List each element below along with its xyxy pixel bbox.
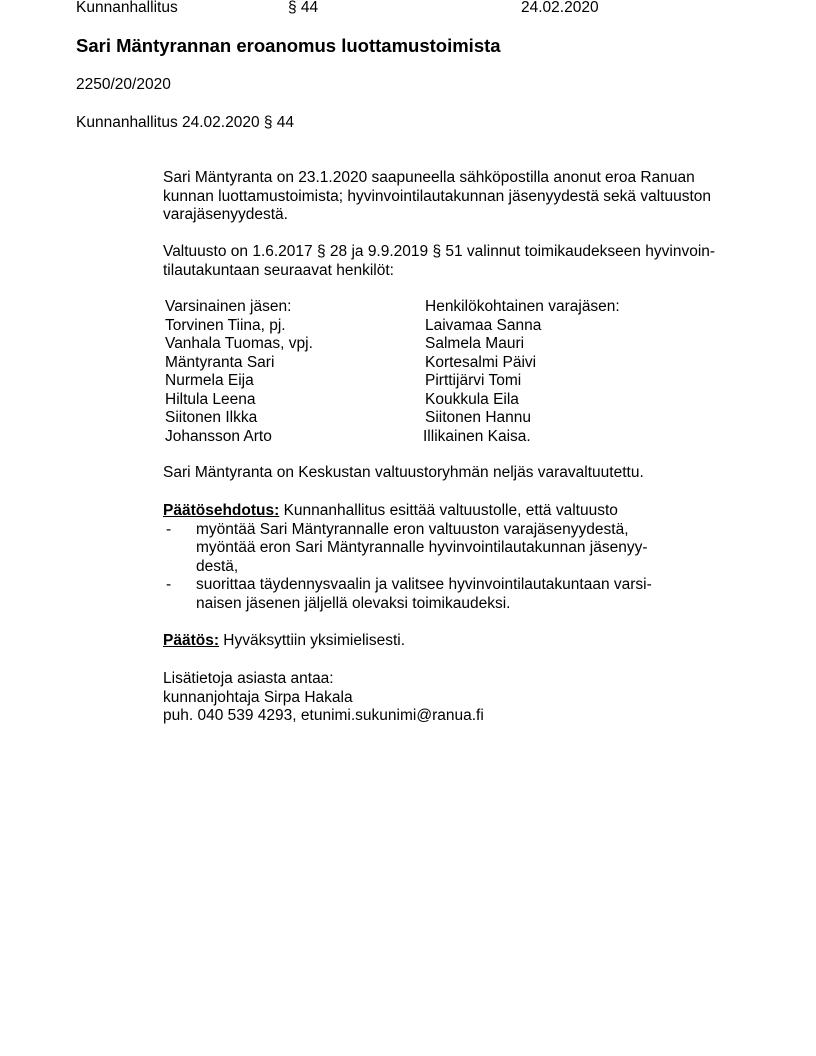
member-name: Mäntyranta Sari — [165, 353, 275, 371]
contact-heading: Lisätietoja asiasta antaa: — [163, 670, 334, 687]
header-body: Kunnanhallitus — [76, 0, 178, 16]
deputy-name: Koukkula Eila — [425, 390, 519, 408]
column-header-deputy: Henkilökohtainen varajäsen: — [425, 298, 620, 315]
table-row — [165, 354, 620, 373]
decision-text: Hyväksyttiin yksimielisesti. — [219, 632, 406, 649]
paragraph-deputy-status: Sari Mäntyranta on Keskustan valtuustoryhmän neljäs varavaltuutettu. — [163, 464, 644, 481]
member-name: Siitonen Ilkka — [165, 409, 258, 426]
member-name: Hiltula Leena — [165, 390, 256, 408]
proposal-section — [163, 502, 652, 613]
member-name: Vanhala Tuomas, vpj. — [165, 335, 313, 352]
header-section: § 44 — [288, 0, 319, 16]
deputy-name: Salmela Mauri — [425, 335, 525, 352]
document-title: Sari Mäntyrannan eroanomus luottamustoimista — [76, 35, 501, 56]
list-item — [163, 521, 652, 577]
list-item — [163, 576, 652, 613]
text-line: kunnan luottamustoimista; hyvinvointilautakunnan jäsenyydestä sekä valtuuston — [163, 187, 711, 205]
text-line: tilautakuntaan seuraavat henkilöt: — [163, 261, 394, 279]
decision-section — [163, 632, 405, 651]
record-number: 2250/20/2020 — [76, 76, 171, 93]
column-header-member: Varsinainen jäsen: — [165, 298, 292, 315]
list-text-line: destä, — [196, 557, 239, 575]
paragraph-resignation — [163, 169, 711, 225]
table-header — [165, 298, 620, 317]
proposal-label: Päätösehdotus: — [163, 502, 280, 519]
table-row — [165, 391, 620, 410]
table-row — [165, 372, 620, 391]
list-dash: - — [166, 520, 172, 538]
member-name: Nurmela Eija — [165, 372, 254, 389]
contact-info — [163, 670, 484, 726]
contact-details: puh. 040 539 4293, etunimi.sukunimi@ranua.fi — [163, 707, 484, 724]
text-line: varajäsenyydestä. — [163, 206, 288, 223]
table-row — [165, 335, 620, 354]
deputy-name: Illikainen Kaisa. — [423, 427, 531, 445]
contact-person: kunnanjohtaja Sirpa Hakala — [163, 688, 353, 706]
decision-label: Päätös: — [163, 632, 219, 649]
member-name: Johansson Arto — [165, 427, 272, 445]
text-line: Sari Mäntyranta on 23.1.2020 saapuneella sähköpostilla anonut eroa Ranuan — [163, 169, 695, 186]
table-row — [165, 409, 620, 428]
deputy-name: Laivamaa Sanna — [425, 316, 542, 334]
table-row — [165, 428, 620, 447]
deputy-name: Pirttijärvi Tomi — [425, 372, 522, 389]
members-table — [165, 298, 620, 446]
paragraph-election — [163, 243, 715, 280]
deputy-name: Siitonen Hannu — [425, 409, 531, 426]
header-date: 24.02.2020 — [521, 0, 599, 16]
member-name: Torvinen Tiina, pj. — [165, 316, 286, 334]
list-dash: - — [166, 576, 172, 593]
deputy-name: Kortesalmi Päivi — [425, 353, 537, 371]
list-text-line: naisen jäsenen jäljellä olevaksi toimikaudeksi. — [196, 594, 511, 612]
text-line: Valtuusto on 1.6.2017 § 28 ja 9.9.2019 § 51 valinnut toimikaudekseen hyvinvoin- — [163, 243, 716, 260]
table-row — [165, 317, 620, 336]
list-text-line: myöntää eron Sari Mäntyrannalle hyvinvointilautakunnan jäsenyy- — [196, 539, 648, 556]
proposal-text: Kunnanhallitus esittää valtuustolle, että valtuusto — [279, 502, 618, 519]
list-text-line: myöntää Sari Mäntyrannalle eron valtuuston varajäsenyydestä, — [196, 520, 629, 538]
list-text-line: suorittaa täydennysvaalin ja valitsee hyvinvointilautakuntaan varsi- — [196, 576, 652, 593]
meeting-reference: Kunnanhallitus 24.02.2020 § 44 — [76, 114, 295, 131]
